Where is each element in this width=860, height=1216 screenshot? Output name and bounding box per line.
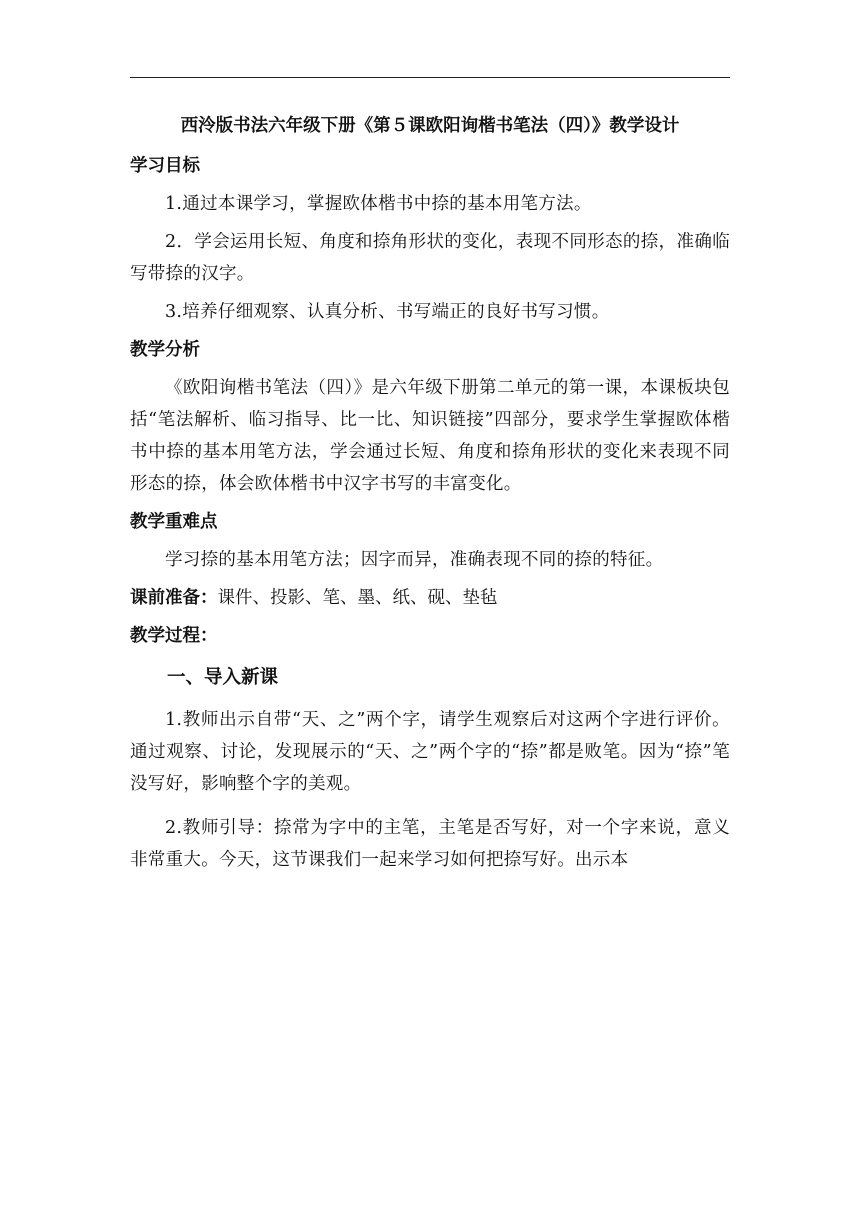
preparation-text: 课件、投影、笔、墨、纸、砚、垫毡 — [217, 588, 498, 608]
document-body — [130, 110, 730, 888]
section-heading-objectives: 学习目标 — [130, 156, 200, 176]
objective-item-3: 3.培养仔细观察、认真分析、书写端正的良好书写习惯。 — [165, 302, 610, 322]
header-rule — [130, 77, 730, 78]
document-title: 西泠版书法六年级下册《第５课欧阳询楷书笔法（四）》教学设计 — [180, 116, 680, 136]
objective-item-2: 2．学会运用长短、角度和捺角形状的变化，表现不同形态的捺，准确临写带捺的汉字。 — [130, 232, 730, 284]
objective-item-1: 1.通过本课学习，掌握欧体楷书中捺的基本用笔方法。 — [165, 194, 592, 214]
keypoints-paragraph: 学习捺的基本用笔方法；因字而异，准确表现不同的捺的特征。 — [165, 550, 664, 570]
section-heading-process: 教学过程： — [130, 626, 218, 646]
preparation-label: 课前准备： — [130, 588, 218, 608]
section-heading-analysis: 教学分析 — [130, 340, 200, 360]
process-part1-heading: 一、导入新课 — [167, 667, 279, 688]
process-part1-item-1: 1.教师出示自带“天、之”两个字，请学生观察后对这两个字进行评价。通过观察、讨论，发现展示的“天、之”两个字的“捺”都是败笔。因为“捺”笔没写好，影响整个字的美观。 — [130, 710, 730, 794]
preparation-line — [130, 582, 730, 614]
process-part1-item-2: 2.教师引导：捺常为字中的主笔，主笔是否写好，对一个字来说，意义非常重大。今天，这节课我们一起来学习如何把捺写好。出示本 — [130, 818, 730, 870]
analysis-paragraph: 《欧阳询楷书笔法（四）》是六年级下册第二单元的第一课，本课板块包括“笔法解析、临习指导、比一比、知识链接”四部分，要求学生掌握欧体楷书中捺的基本用笔方法，学会通过长短、角度和捺角形状的变化来表现不同形态的捺，体会欧体楷书中汉字书写的丰富变化。 — [130, 378, 730, 494]
section-heading-keypoints: 教学重难点 — [130, 512, 218, 532]
